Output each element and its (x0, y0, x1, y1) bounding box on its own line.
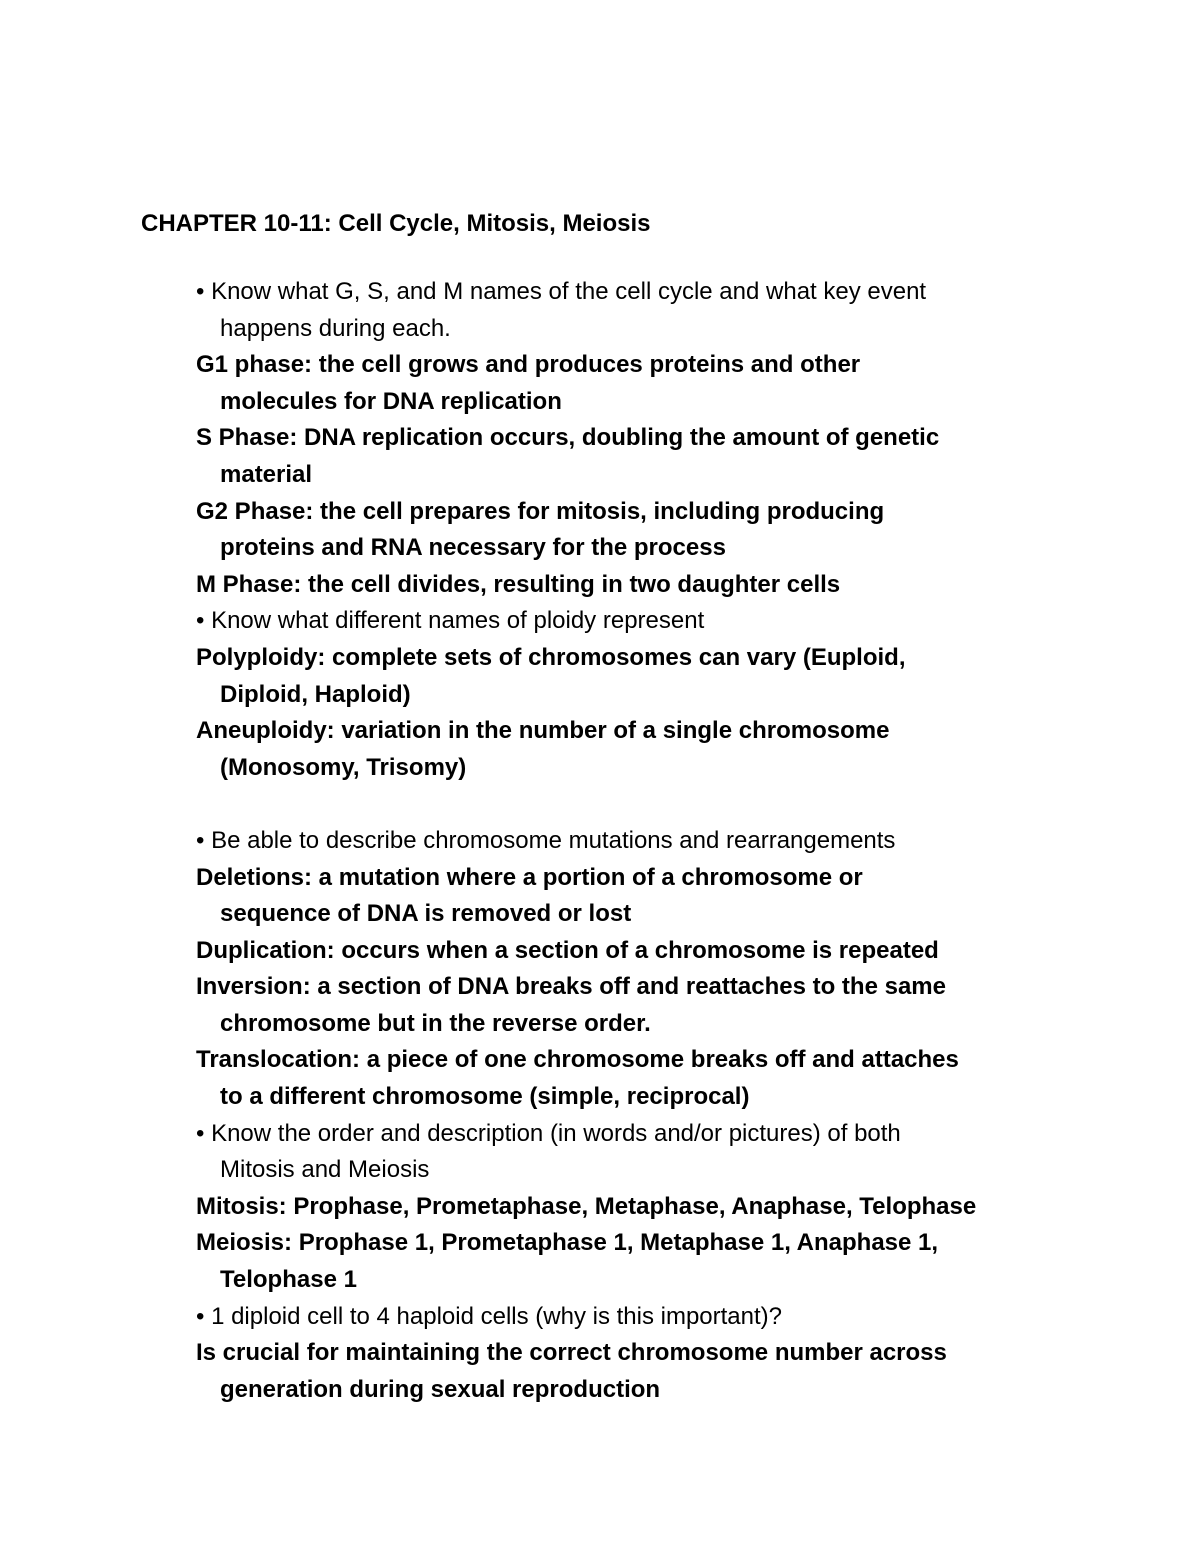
entry-line: Inversion: a section of DNA breaks off and reattaches to the same (196, 973, 946, 1001)
answer-text (196, 1042, 1096, 1115)
answer-text (196, 1189, 1096, 1226)
answer-text (196, 567, 1096, 604)
entry-line: happens during each. (220, 314, 451, 342)
entry-line: Polyploidy: complete sets of chromosomes can vary (Euploid, (196, 643, 906, 671)
entry-line: proteins and RNA necessary for the process (220, 534, 726, 562)
notes-content (196, 274, 1096, 1408)
answer-text (196, 1335, 1096, 1408)
entry-line: Aneuploidy: variation in the number of a single chromosome (196, 717, 890, 745)
answer-text (196, 420, 1096, 493)
answer-text (196, 713, 1096, 786)
answer-text (196, 494, 1096, 567)
entry-line: • Know what different names of ploidy represent (196, 607, 705, 635)
entry-line: Telophase 1 (220, 1266, 357, 1294)
answer-text (196, 640, 1096, 713)
entry-line: to a different chromosome (simple, reciprocal) (220, 1083, 750, 1111)
answer-text (196, 1225, 1096, 1298)
entry-line: M Phase: the cell divides, resulting in two daughter cells (196, 570, 841, 598)
entry-line: sequence of DNA is removed or lost (220, 900, 632, 928)
bullet-prompt (196, 274, 1096, 347)
entry-line: Meiosis: Prophase 1, Prometaphase 1, Metaphase 1, Anaphase 1, (196, 1229, 939, 1257)
entry-line: Deletions: a mutation where a portion of a chromosome or (196, 863, 863, 891)
entry-line: Is crucial for maintaining the correct chromosome number across (196, 1339, 947, 1367)
entry-line: G2 Phase: the cell prepares for mitosis, including producing (196, 497, 885, 525)
entry-line: Mitosis: Prophase, Prometaphase, Metaphase, Anaphase, Telophase (196, 1192, 977, 1220)
entry-line: • Be able to describe chromosome mutations and rearrangements (196, 826, 896, 854)
entry-line: Translocation: a piece of one chromosome breaks off and attaches (196, 1046, 959, 1074)
entry-line: • 1 diploid cell to 4 haploid cells (why is this important)? (196, 1302, 783, 1330)
entry-line: • Know the order and description (in words and/or pictures) of both (196, 1119, 901, 1147)
entry-line: Diploid, Haploid) (220, 680, 411, 708)
answer-text (196, 347, 1096, 420)
answer-text (196, 860, 1096, 933)
bullet-prompt (196, 603, 1096, 640)
answer-text (196, 933, 1096, 970)
entry-line: Duplication: occurs when a section of a chromosome is repeated (196, 936, 939, 964)
bullet-prompt (196, 823, 1096, 860)
entry-line: material (220, 460, 313, 488)
entry-line: generation during sexual reproduction (220, 1375, 661, 1403)
entry-line: • Know what G, S, and M names of the cell cycle and what key event (196, 278, 927, 305)
entry-line: (Monosomy, Trisomy) (220, 753, 467, 781)
answer-text (196, 969, 1096, 1042)
entry-line: G1 phase: the cell grows and produces proteins and other (196, 351, 861, 379)
entry-line: chromosome but in the reverse order. (220, 1009, 651, 1037)
blank-line (196, 786, 1096, 823)
bullet-prompt (196, 1116, 1096, 1189)
entry-line: Mitosis and Meiosis (220, 1156, 430, 1184)
entry-line: molecules for DNA replication (220, 387, 562, 415)
entry-line: S Phase: DNA replication occurs, doubling the amount of genetic (196, 424, 940, 452)
chapter-title: CHAPTER 10-11: Cell Cycle, Mitosis, Meiosis (141, 210, 651, 237)
bullet-prompt (196, 1299, 1096, 1336)
